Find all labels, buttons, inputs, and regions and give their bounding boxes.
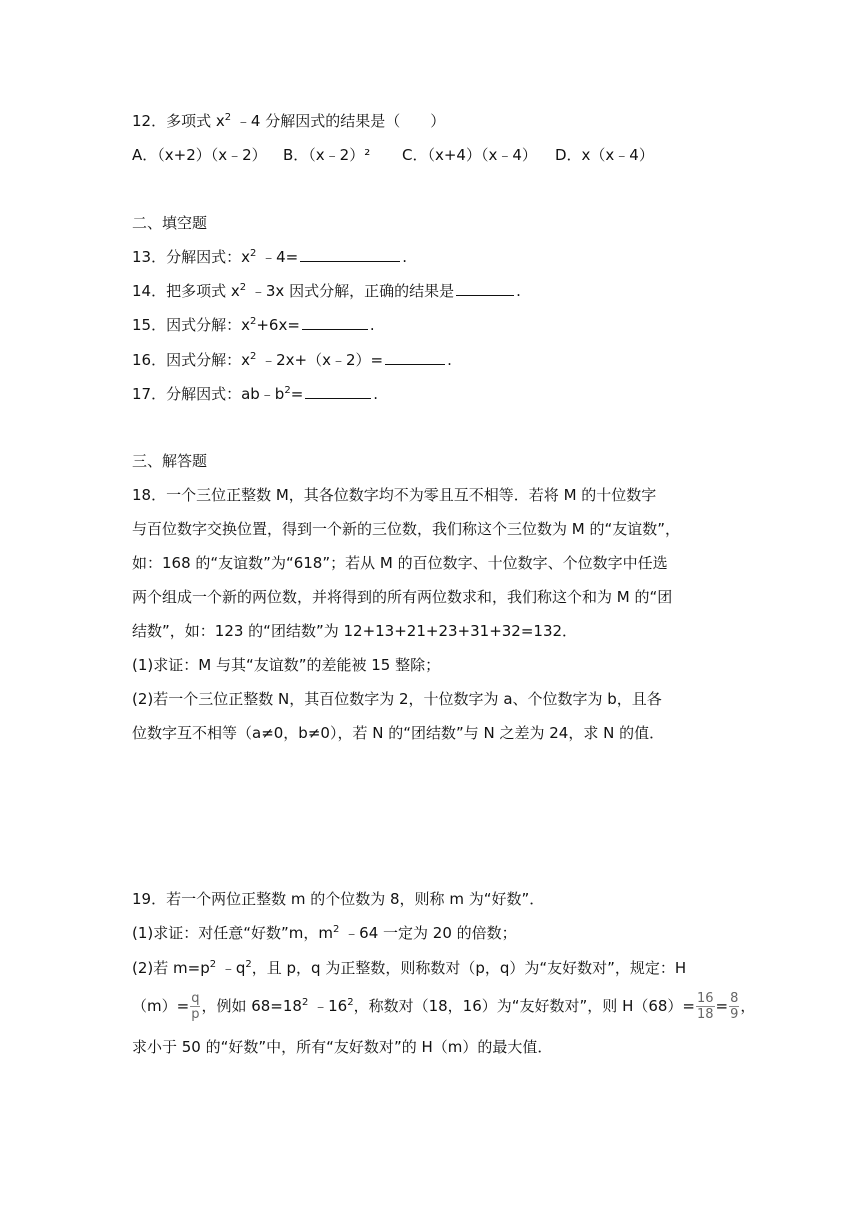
q19-l2-sup2: 2 <box>347 997 354 1008</box>
option-b: B．（x﹣2）² <box>283 146 371 164</box>
q19-part-2-line-1 <box>132 957 686 979</box>
option-a: A．（x+2）（x﹣2） <box>132 146 267 164</box>
q19-l2-text-c: ﹣16 <box>308 997 348 1015</box>
question-16 <box>132 349 452 371</box>
q12-text-a: 12．多项式 x <box>132 112 225 130</box>
option-d: D．x（x﹣4） <box>555 146 654 164</box>
q19-p2-sup2: 2 <box>245 959 252 970</box>
q19-l2-text-a: （m）= <box>132 997 190 1015</box>
q16-sup: 2 <box>249 351 257 362</box>
q19-l2-text-b: ，例如 68=18 <box>201 997 302 1015</box>
q18-line-5: 结数”，如：123 的“团结数”为 12+13+21+23+31+32=132． <box>132 622 578 640</box>
q15-sup: 2 <box>249 316 257 327</box>
q18-part-2-line-2: 位数字互不相等（a≠0，b≠0），若 N 的“团结数”与 N 之差为 24，求 N 的值． <box>132 724 665 742</box>
q14-end: . <box>516 282 521 300</box>
section-3-title: 三、解答题 <box>132 452 208 470</box>
q19-p2-text-c: ，且 p，q 为正整数，则称数对（p，q）为“友好数对”，规定：H <box>251 959 687 977</box>
q16-text-b: ﹣2x+（x﹣2）= <box>256 351 384 369</box>
fraction-denominator: 18 <box>697 1007 714 1022</box>
q13-text-b: ﹣4= <box>256 248 299 266</box>
fraction-denominator: 9 <box>730 1007 739 1022</box>
q15-text-b: +6x= <box>256 316 300 334</box>
q14-text-a: 14．把多项式 x <box>132 282 240 300</box>
answer-blank[interactable] <box>305 384 371 399</box>
fraction-numerator: 16 <box>697 991 714 1006</box>
q12-text-b: ﹣4 分解因式的结果是（ ） <box>231 112 446 130</box>
q19-l2-text-d: ，称数对（18，16）为“友好数对”，则 H（68）= <box>353 997 695 1015</box>
q17-text-b: = <box>290 385 304 403</box>
q19-p1-sup: 2 <box>333 924 340 935</box>
q19-l2-end: ， <box>740 997 756 1015</box>
q13-text-a: 13．分解因式：x <box>132 248 250 266</box>
q17-sup: 2 <box>284 385 291 396</box>
q14-sup: 2 <box>239 282 247 293</box>
q14-text-b: ﹣3x 因式分解，正确的结果是 <box>246 282 455 300</box>
q17-end: . <box>373 385 379 403</box>
fraction-q-over-p <box>190 991 200 1022</box>
q19-line-1: 19．若一个两位正整数 m 的个位数为 8，则称 m 为“好数”． <box>132 890 545 908</box>
q19-p1-text-a: (1)求证：对任意“好数”m，m <box>132 924 334 942</box>
q15-text-a: 15．因式分解：x <box>132 316 250 334</box>
q18-part-2-line-1: (2)若一个三位正整数 N，其百位数字为 2，十位数字为 a、个位数字为 b，且各 <box>132 690 662 708</box>
q19-l2-sup1: 2 <box>301 997 309 1008</box>
option-c: C．（x+4）（x﹣4） <box>402 146 537 164</box>
fraction-16-over-18 <box>696 991 715 1022</box>
q19-p2-text-a: (2)若 m=p <box>132 959 210 977</box>
q19-line-3: 求小于 50 的“好数”中，所有“友好数对”的 H（m）的最大值． <box>132 1038 553 1056</box>
q16-text-a: 16．因式分解：x <box>132 351 250 369</box>
q18-part-1: (1)求证：M 与其“友谊数”的差能被 15 整除； <box>132 656 441 674</box>
section-2-title: 二、填空题 <box>132 214 208 232</box>
fraction-8-over-9 <box>729 991 739 1022</box>
question-15 <box>132 314 375 336</box>
q18-line-3: 如：168 的“友谊数”为“618”；若从 M 的百位数字、十位数字、个位数字中任选 <box>132 554 668 572</box>
q18-line-1: 18．一个三位正整数 M，其各位数字均不为零且互不相等．若将 M 的十位数字 <box>132 486 657 504</box>
question-17 <box>132 383 378 405</box>
answer-blank[interactable] <box>385 350 445 365</box>
answer-blank[interactable] <box>302 315 368 330</box>
equals-sign: = <box>715 997 729 1015</box>
q18-line-4: 两个组成一个新的两位数，并将得到的所有两位数求和，我们称这个和为 M 的“团 <box>132 588 673 606</box>
q19-p1-text-b: ﹣64 一定为 20 的倍数； <box>339 924 517 942</box>
fraction-numerator: 8 <box>730 991 739 1006</box>
q13-end: . <box>402 248 408 266</box>
q15-end: . <box>369 316 375 334</box>
q17-text-a: 17．分解因式：ab﹣b <box>132 385 285 403</box>
q18-line-2: 与百位数字交换位置，得到一个新的三位数，我们称这个三位数为 M 的“友谊数”， <box>132 520 681 538</box>
q12-sup: 2 <box>224 112 232 123</box>
q19-p2-text-b: ﹣q <box>216 959 246 977</box>
q19-part-1 <box>132 922 517 944</box>
fraction-numerator: q <box>191 991 200 1006</box>
q16-end: . <box>447 351 452 369</box>
q19-p2-sup1: 2 <box>209 959 217 970</box>
fraction-denominator: p <box>191 1007 200 1022</box>
question-12-stem <box>132 110 445 132</box>
q19-part-2-line-2 <box>132 988 755 1024</box>
answer-blank[interactable] <box>300 247 400 262</box>
q13-sup: 2 <box>249 248 257 259</box>
answer-blank[interactable] <box>456 281 514 296</box>
question-14 <box>132 280 521 302</box>
question-13 <box>132 246 407 268</box>
